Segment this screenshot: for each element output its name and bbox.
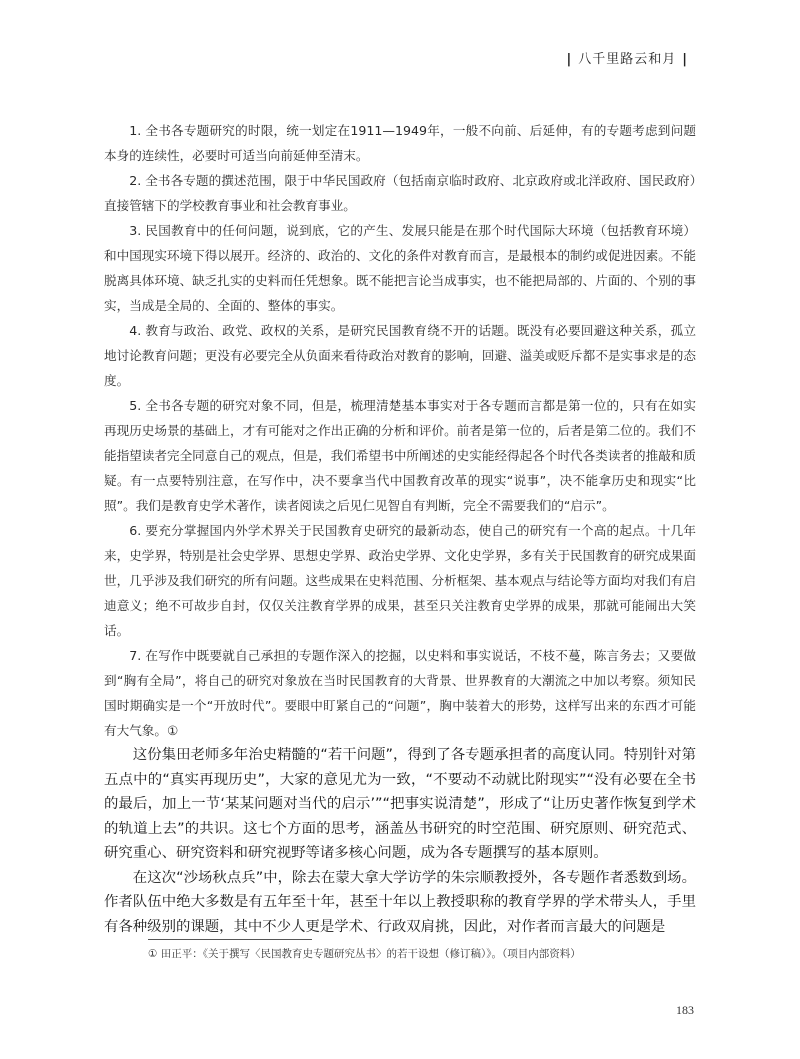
header-bar-right: | [682, 52, 688, 67]
principle-item: 2. 全书各专题的撰述范围，限于中华民国政府（包括南京临时政府、北京政府或北洋政府、国民政府）直接管辖下的学校教育事业和社会教育事业。 [104, 173, 696, 213]
body-paragraph: 这份集田老师多年治史精髓的“若干问题”，得到了各专题承担者的高度认同。特别针对第五点中的“真实再现历史”，大家的意见尤为一致，“不要动不动就比附现实”“没有必要在全书的最后，加上一节‘某某问题对当代的启示’”“把事实说清楚”，形成了“让历史著作恢复到学术的轨道上去”的共识。这七个方面的思考，涵盖丛书研究的时空范围、研究原则、研究范式、研究重心、研究资料和研究视野等诸多核心问题，成为各专题撰写的基本原则。 [104, 747, 696, 861]
principle-item-text: 7. 在写作中既要就自己承担的专题作深入的挖掘，以史料和事实说话，不枝不蔓，陈言务去；又要做到“胸有全局”，将自己的研究对象放在当时民国教育的大背景、世界教育的大潮流之中加以考察。须知民国时期确实是一个“开放时代”。要眼中盯紧自己的“问题”，胸中装着大的形势，这样写出来的东西才可能有大气象。 [104, 648, 696, 738]
footnote-divider [148, 939, 312, 940]
main-text [104, 743, 696, 939]
principle-item: 5. 全书各专题的研究对象不同，但是，梳理清楚基本事实对于各专题而言都是第一位的，只有在如实再现历史场景的基础上，才有可能对之作出正确的分析和评价。前者是第一位的，后者是第二位的。我们不能指望读者完全同意自己的观点，但是，我们希望书中所阐述的史实能经得起各个时代各类读者的推敲和质疑。有一点要特别注意，在写作中，决不要拿当代中国教育改革的现实“说事”，决不能拿历史和现实“比照”。我们是教育史学术著作，读者阅读之后见仁见智自有判断，完全不需要我们的“启示”。 [104, 398, 696, 513]
body-paragraph: 在这次“沙场秋点兵”中，除去在蒙大拿大学访学的朱宗顺教授外，各专题作者悉数到场。作者队伍中绝大多数是有五年至十年，甚至十年以上教授职称的教育学界的学术带头人，手里有各种级别的课题，其中不少人更是学术、行政双肩挑，因此，对作者而言最大的问题是 [104, 869, 696, 935]
page-body [104, 118, 696, 939]
principle-item [104, 643, 696, 743]
running-header [560, 48, 694, 67]
header-bar-left: | [566, 52, 573, 67]
header-title: 八千里路云和月 [578, 52, 677, 67]
principle-item: 4. 教育与政治、政党、政权的关系，是研究民国教育绕不开的话题。既没有必要回避这种关系，孤立地讨论教育问题；更没有必要完全从负面来看待政治对教育的影响，回避、溢美或贬斥都不是实事求是的态度。 [104, 323, 696, 388]
quoted-principles [104, 118, 696, 743]
principle-item: 1. 全书各专题研究的时限，统一划定在1911—1949年，一般不向前、后延伸，有的专题考虑到问题本身的连续性，必要时可适当向前延伸至清末。 [104, 123, 696, 163]
footnote: ① 田正平：《关于撰写〈民国教育史专题研究丛书〉的若干设想（修订稿）》。（项目内部资料） [148, 948, 581, 960]
principle-item: 6. 要充分掌握国内外学术界关于民国教育史研究的最新动态，使自己的研究有一个高的起点。十几年来，史学界，特别是社会史学界、思想史学界、政治史学界、文化史学界，多有关于民国教育的研究成果面世，几乎涉及我们研究的所有问题。这些成果在史料范围、分析框架、基本观点与结论等方面均对我们有启迪意义；绝不可故步自封，仅仅关注教育学界的成果，甚至只关注教育史学界的成果，那就可能闹出大笑话。 [104, 523, 696, 638]
footnote-marker[interactable]: ① [166, 723, 179, 738]
principle-item: 3. 民国教育中的任何问题，说到底，它的产生、发展只能是在那个时代国际大环境（包括教育环境）和中国现实环境下得以展开。经济的、政治的、文化的条件对教育而言，是最根本的制约或促进因素。不能脱离具体环境、缺乏扎实的史料而任凭想象。既不能把言论当成事实，也不能把局部的、片面的、个别的事实，当成是全局的、全面的、整体的事实。 [104, 223, 696, 313]
page-number: 183 [676, 1003, 694, 1017]
